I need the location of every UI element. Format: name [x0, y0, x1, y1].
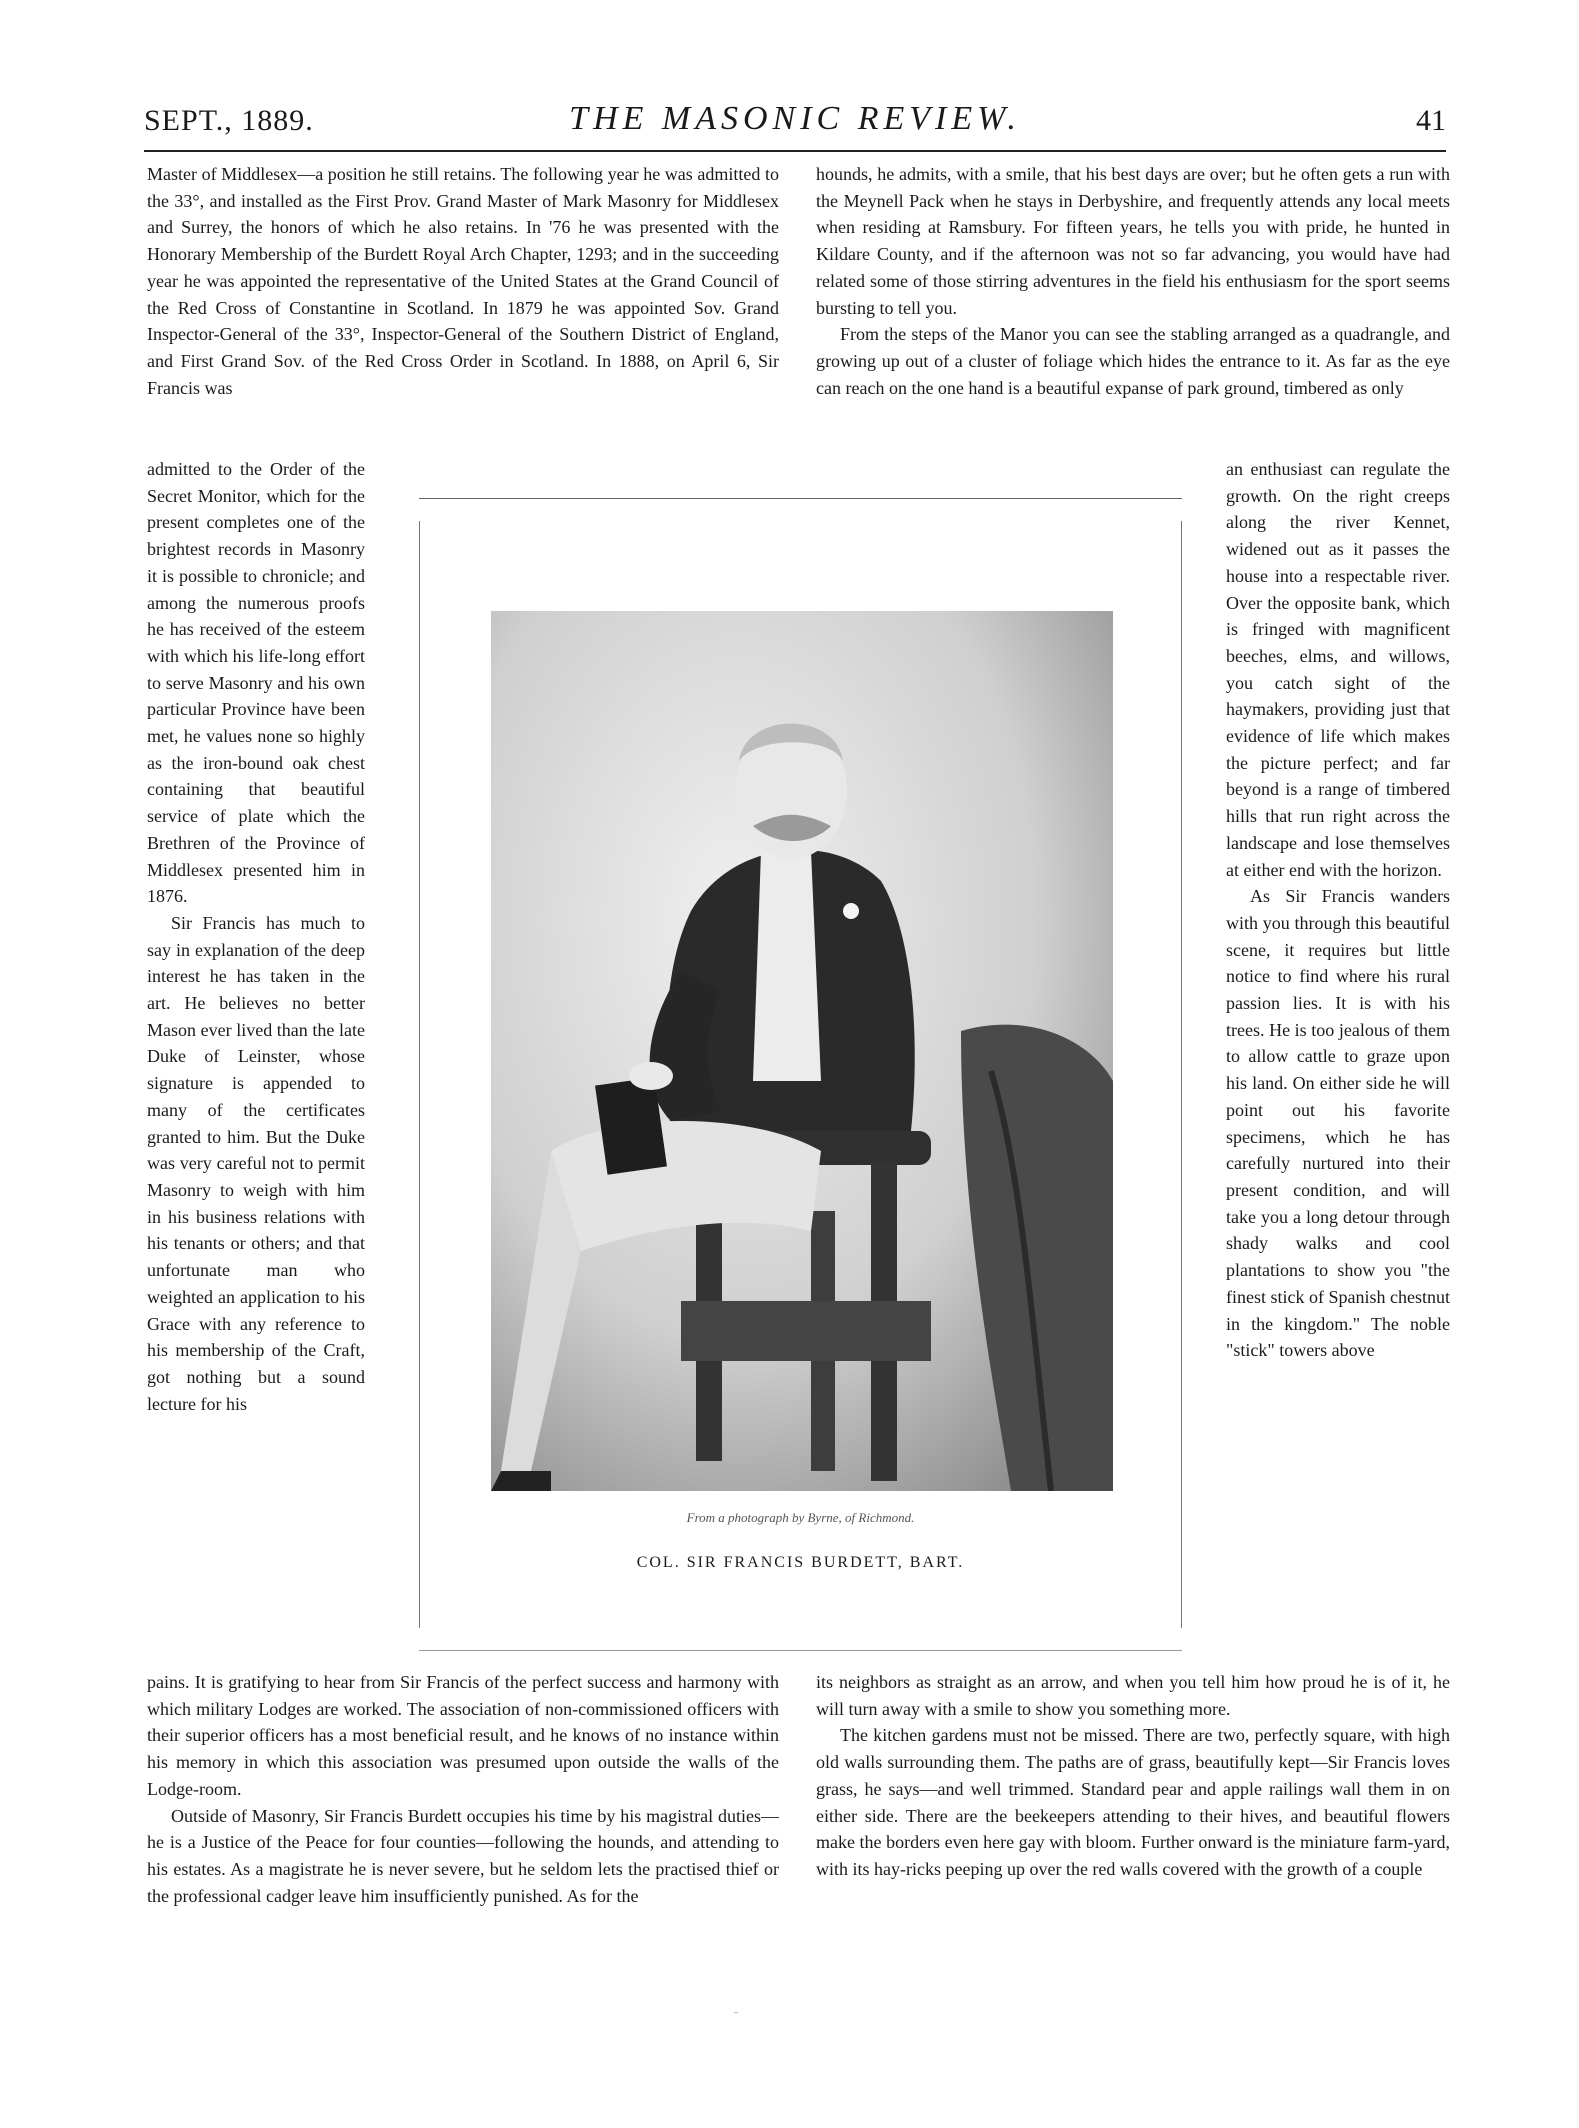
page-number: 41	[1416, 104, 1446, 137]
figure-caption: COL. SIR FRANCIS BURDETT, BART.	[636, 1554, 965, 1571]
photo-credit: From a photograph by Byrne, of Richmond.	[686, 1510, 915, 1525]
left-column-wrap	[147, 456, 365, 1669]
issue-date: SEPT., 1889.	[144, 104, 314, 137]
paragraph: As Sir Francis wanders with you through this beautiful scene, it requires but little notice to find where his rural passion lies. It is with his trees. He is too jealous of them to allow cattle to graze upon his land. On either side he will point out his favorite specimens, which he has carefully nurtured into their present condition, and will take you a long detour through shady walks and cool plantations to show you "the finest stick of Spanish chestnut in the kingdom." The noble "stick" towers above	[1226, 886, 1450, 1361]
right-column-bottom	[816, 1669, 1450, 1990]
header-rule	[144, 150, 1446, 152]
portrait-figure	[419, 498, 1182, 1651]
paragraph: The kitchen gardens must not be missed. There are two, perfectly square, with high old walls surrounding them. The paths are of grass, beautifully kept—Sir Francis loves grass, he says—and well trimmed. Standard pear and apple railings wall them in on either side. There are the beekeepers attending to their hives, and beautiful flowers make the borders even here gay with bloom. Further onward is the miniature farm-yard, with its hay-ricks peeping up over the red walls covered with the growth of a couple	[816, 1725, 1450, 1879]
right-column-top	[816, 161, 1450, 456]
portrait-illustration	[491, 611, 1113, 1491]
paragraph: pains. It is gratifying to hear from Sir Francis of the perfect success and harmony with which military Lodges are worked. The association of non-commissioned officers with their superior officers has a most beneficial result, and he knows of no instance within his memory in which this association was presumed upon outside the walls of the Lodge-room.	[147, 1672, 779, 1799]
frame-right-rule	[1181, 521, 1182, 1628]
left-column-top	[147, 161, 779, 456]
paragraph: Outside of Masonry, Sir Francis Burdett occupies his time by his magistral duties—he is a Justice of the Peace for four counties—following the hounds, and attending to his estates. As a magistrate he is never severe, but he seldom lets the practised thief or the professional cadger leave him insufficiently punished. As for the	[147, 1805, 779, 1906]
journal-title: THE MASONIC REVIEW.	[569, 100, 1021, 137]
paragraph: admitted to the Order of the Secret Monitor, which for the present completes one of the brightest records in Masonry it is possible to chronicle; and among the numerous proofs he has received of the esteem with which his life-long effort to serve Masonry and his own particular Province have been met, he values none so highly as the iron-bound oak chest containing that beautiful service of plate which the Brethren of the Province of Middlesex presented him in 1876.	[147, 459, 365, 907]
printers-mark	[734, 2012, 738, 2013]
paragraph: From the steps of the Manor you can see the stabling arranged as a quadrangle, and growing up out of a cluster of foliage which hides the entrance to it. As far as the eye can reach on the one hand is a beautiful expanse of park ground, timbered as only	[816, 324, 1450, 398]
page-header	[144, 100, 1446, 144]
frame-left-rule	[419, 521, 420, 1628]
paragraph: an enthusiast can regulate the growth. On the right creeps along the river Kennet, widened out as it passes the house into a respectable river. Over the opposite bank, which is fringed with magnificent beeches, elms, and willows, you catch sight of the haymakers, providing just that evidence of life which makes the picture perfect; and far beyond is a range of timbered hills that run right across the landscape and lose themselves at either end with the horizon.	[1226, 459, 1450, 880]
paragraph: hounds, he admits, with a smile, that his best days are over; but he often gets a run with the Meynell Pack when he stays in Derbyshire, and frequently attends any local meets when residing at Ramsbury. For fifteen years, he tells you with pride, he hunted in Kildare County, and if the afternoon was not so far advancing, you would have had related some of those stirring adventures in the field his enthusiasm for the sport seems bursting to tell you.	[816, 164, 1450, 318]
left-column-bottom	[147, 1669, 779, 1990]
portrait-photo	[491, 611, 1113, 1491]
right-column-wrap	[1226, 456, 1450, 1669]
paragraph: its neighbors as straight as an arrow, and when you tell him how proud he is of it, he will turn away with a smile to show you something more.	[816, 1672, 1450, 1719]
paragraph: Sir Francis has much to say in explanation of the deep interest he has taken in the art. He believes no better Mason ever lived than the late Duke of Leinster, whose signature is appended to many of the certificates granted to him. But the Duke was very careful not to permit Masonry to weigh with him in his business relations with his tenants or others; and that unfortunate man who weighted an application to his Grace with any reference to his membership of the Craft, got nothing but a sound lecture for his	[147, 912, 365, 1414]
paragraph: Master of Middlesex—a position he still retains. The following year he was admitted to the 33°, and installed as the First Prov. Grand Master of Mark Masonry for Middlesex and Surrey, the honors of which he also retains. In '76 he was presented with the Honorary Membership of the Burdett Royal Arch Chapter, 1293; and in the succeeding year he was appointed the representative of the United States at the Grand Council of the Red Cross of Constantine in Scotland. In 1879 he was appointed Sov. Grand Inspector-General of the 33°, Inspector-General of the Southern District of England, and First Grand Sov. of the Red Cross Order in Scotland. In 1888, on April 6, Sir Francis was	[147, 164, 779, 398]
